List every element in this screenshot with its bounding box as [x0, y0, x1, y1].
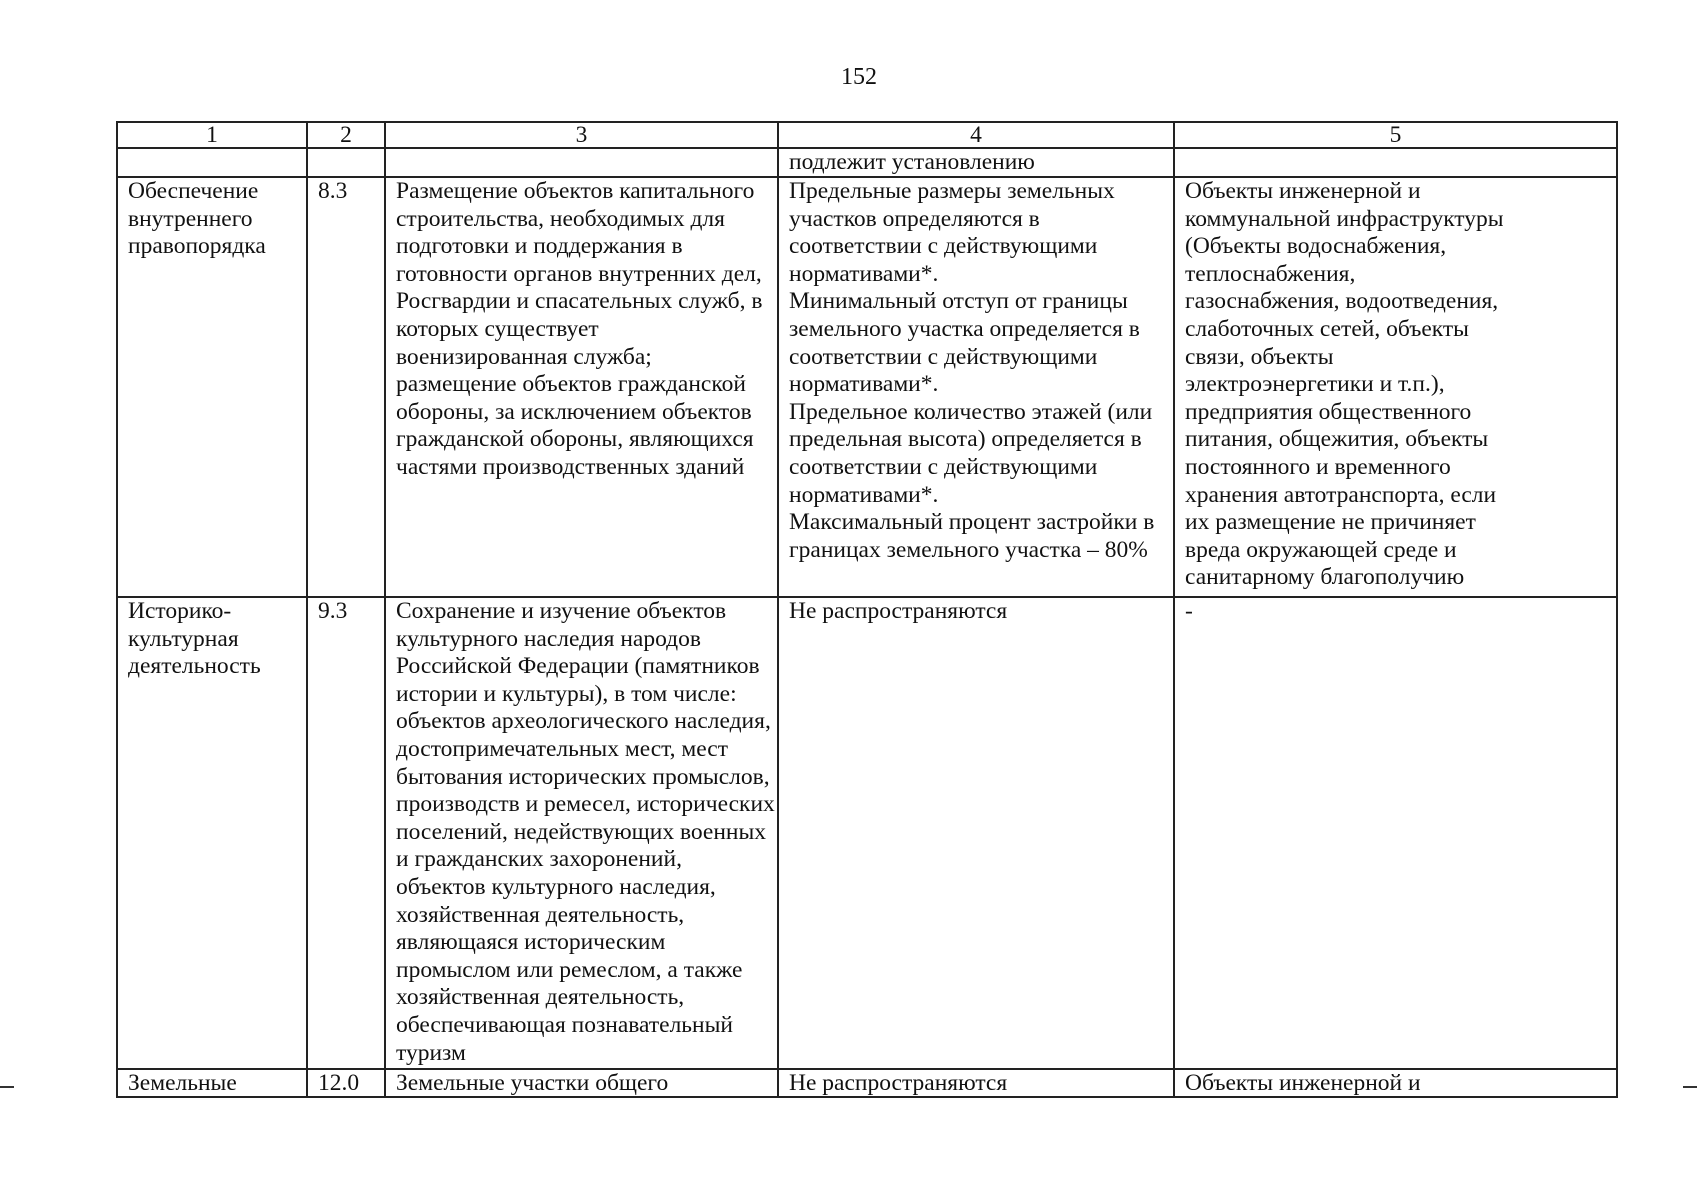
cell-line: постоянного и временного — [1185, 453, 1451, 480]
description-cell — [385, 177, 778, 597]
cell-line: соответствии с действующими — [789, 233, 1098, 260]
land-use-table — [116, 121, 1618, 1098]
header-cell-1: 1 — [117, 122, 307, 148]
cell-line: истории и культуры), в том числе: — [396, 680, 737, 707]
cell-line: их размещение не причиняет — [1185, 509, 1476, 536]
cell-line: нормативами*. — [789, 260, 939, 287]
auxiliary-uses-cell — [1174, 1069, 1617, 1097]
parameters-cell — [778, 597, 1174, 1069]
cell-line: участков определяются в — [789, 205, 1040, 232]
cell-line: достопримечательных мест, мест — [396, 735, 728, 762]
cell-line: - — [1185, 598, 1193, 624]
cell-line: Объекты инженерной и — [1185, 1070, 1421, 1096]
cell-line: Обеспечение — [128, 178, 259, 204]
cell-line: Земельные участки общего — [396, 1070, 669, 1096]
auxiliary-uses-cell — [1174, 177, 1617, 597]
right-margin-mark — [1683, 1086, 1697, 1088]
cell-line: Максимальный процент застройки в — [789, 509, 1155, 536]
cell-line: Не распространяются — [789, 598, 1008, 624]
cell-line: являющаяся историческим — [396, 929, 666, 956]
cell-line: слаботочных сетей, объекты — [1185, 315, 1469, 342]
header-cell-2: 2 — [307, 122, 385, 148]
table-row — [117, 597, 1617, 1069]
cell-line: предельная высота) определяется в — [789, 426, 1142, 453]
cell-line: частями производственных зданий — [396, 453, 745, 480]
cell-line: границах земельного участка – 80% — [789, 536, 1148, 563]
cell-line: Размещение объектов капитального — [396, 178, 755, 204]
cell-line: Предельные размеры земельных — [789, 178, 1115, 204]
cell-line: связи, объекты — [1185, 343, 1334, 370]
cell-line: коммунальной инфраструктуры — [1185, 205, 1504, 232]
continuation-row — [117, 148, 1617, 177]
cell-line: Росгвардии и спасательных служб, в — [396, 288, 763, 315]
cell-line: предприятия общественного — [1185, 398, 1472, 425]
cell-line: теплоснабжения, — [1185, 260, 1356, 287]
cell-line: Историко- — [128, 598, 232, 624]
description-cell — [385, 1069, 778, 1097]
cell-line: Объекты инженерной и — [1185, 178, 1421, 204]
cell-line: вреда окружающей среде и — [1185, 536, 1457, 563]
cell-line: Российской Федерации (памятников — [396, 653, 760, 680]
code-cell: 9.3 — [307, 597, 385, 1069]
continuation-cell-2 — [307, 148, 385, 177]
table-header-row — [117, 122, 1617, 148]
continuation-cell-1 — [117, 148, 307, 177]
cell-line: бытования исторических промыслов, — [396, 763, 770, 790]
cell-line: газоснабжения, водоотведения, — [1185, 288, 1499, 315]
cell-line: гражданской обороны, являющихся — [396, 426, 754, 453]
cell-line: туризм — [396, 1039, 466, 1066]
cell-line: хозяйственная деятельность, — [396, 901, 685, 928]
cell-line: строительства, необходимых для — [396, 205, 725, 232]
cell-line: (Объекты водоснабжения, — [1185, 233, 1447, 260]
cell-line: обеспечивающая познавательный — [396, 1011, 733, 1038]
header-cell-3: 3 — [385, 122, 778, 148]
cell-line: Не распространяются — [789, 1070, 1008, 1096]
header-cell-5: 5 — [1174, 122, 1617, 148]
cell-line: промыслом или ремеслом, а также — [396, 956, 743, 983]
cell-line: поселений, недействующих военных — [396, 818, 767, 845]
use-type-cell — [117, 177, 307, 597]
cell-line: хранения автотранспорта, если — [1185, 481, 1497, 508]
parameters-cell — [778, 177, 1174, 597]
cell-line: хозяйственная деятельность, — [396, 984, 685, 1011]
cell-line: подготовки и поддержания в — [396, 233, 683, 260]
cell-line: готовности органов внутренних дел, — [396, 260, 762, 287]
header-cell-4: 4 — [778, 122, 1174, 148]
cell-line: производств и ремесел, исторических — [396, 791, 775, 818]
cell-line: культурная — [128, 625, 239, 652]
cell-line: земельного участка определяется в — [789, 315, 1140, 342]
cell-line: соответствии с действующими — [789, 453, 1098, 480]
cell-line: объектов культурного наследия, — [396, 873, 716, 900]
cell-line: нормативами*. — [789, 371, 939, 398]
code-cell: 12.0 — [307, 1069, 385, 1097]
cell-line: правопорядка — [128, 233, 266, 260]
cell-line: Минимальный отступ от границы — [789, 288, 1128, 315]
cell-line: Предельное количество этажей (или — [789, 398, 1153, 425]
cell-line: которых существует — [396, 315, 599, 342]
table-row — [117, 1069, 1617, 1097]
cell-line: и гражданских захоронений, — [396, 846, 682, 873]
continuation-cell-5 — [1174, 148, 1617, 177]
cell-line: объектов археологического наследия, — [396, 708, 771, 735]
cell-line: питания, общежития, объекты — [1185, 426, 1489, 453]
cell-line: нормативами*. — [789, 481, 939, 508]
cell-line: военизированная служба; — [396, 343, 652, 370]
parameters-cell — [778, 1069, 1174, 1097]
cell-line: электроэнергетики и т.п.), — [1185, 371, 1445, 398]
use-type-cell — [117, 597, 307, 1069]
description-cell — [385, 597, 778, 1069]
table-row — [117, 177, 1617, 597]
continuation-cell-4: подлежит установлению — [778, 148, 1174, 177]
cell-line: размещение объектов гражданской — [396, 371, 746, 398]
code-cell: 8.3 — [307, 177, 385, 597]
cell-line: санитарному благополучию — [1185, 564, 1465, 591]
cell-line: обороны, за исключением объектов — [396, 398, 752, 425]
use-type-cell — [117, 1069, 307, 1097]
cell-line: Земельные — [128, 1070, 237, 1096]
cell-line: деятельность — [128, 653, 261, 680]
cell-line: внутреннего — [128, 205, 253, 232]
auxiliary-uses-cell — [1174, 597, 1617, 1069]
cell-line: соответствии с действующими — [789, 343, 1098, 370]
continuation-cell-3 — [385, 148, 778, 177]
cell-line: культурного наследия народов — [396, 625, 701, 652]
left-margin-mark — [0, 1086, 14, 1088]
page-number: 152 — [841, 64, 877, 90]
cell-line: Сохранение и изучение объектов — [396, 598, 727, 624]
